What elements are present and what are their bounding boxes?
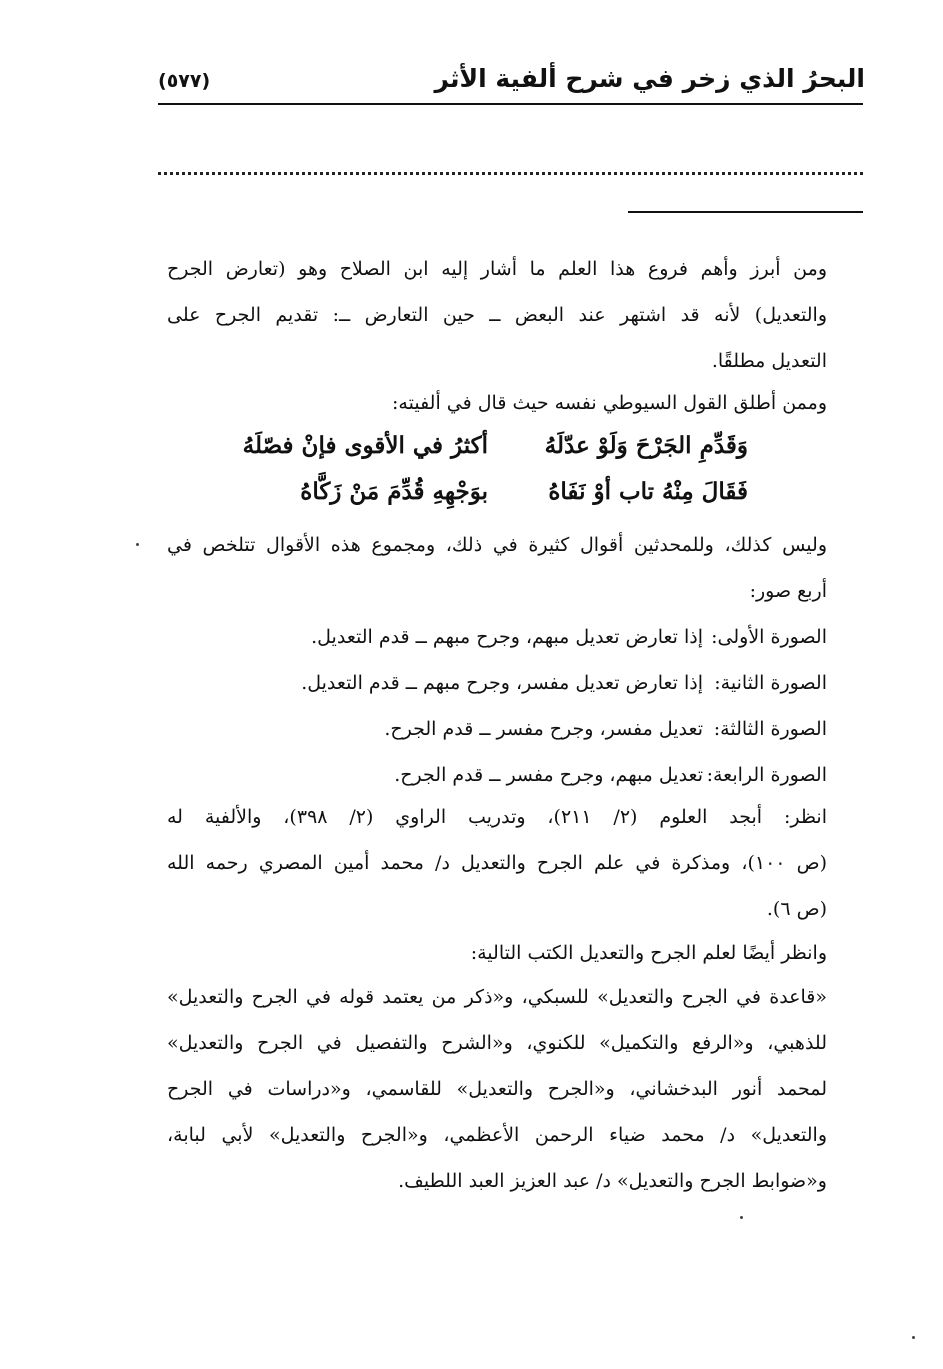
- book-list-line: والتعديل» د/ محمد ضياء الرحمن الأعظمي، و«الجرح والتعديل» لأبي لبابة،: [167, 1124, 827, 1146]
- book-list-line: لمحمد أنور البدخشاني، و«الجرح والتعديل» للقاسمي، و«دراسات في الجرح: [167, 1078, 827, 1100]
- case-label: الصورة الأولى:: [711, 626, 827, 648]
- paragraph-line: والتعديل) لأنه قد اشتهر عند البعض ــ حين التعارض ــ: تقديم الجرح على: [167, 304, 827, 326]
- margin-dot: [136, 543, 139, 546]
- paragraph-line: أربع صور:: [749, 580, 827, 602]
- book-list-line: و«ضوابط الجرح والتعديل» د/ عبد العزيز العبد اللطيف.: [398, 1170, 827, 1192]
- header-rule: [158, 103, 863, 105]
- books-intro: وانظر أيضًا لعلم الجرح والتعديل الكتب التالية:: [470, 942, 827, 964]
- case-text: تعديل مبهم، وجرح مفسر ــ قدم الجرح.: [394, 764, 703, 786]
- verse-intro: وممن أطلق القول السيوطي نفسه حيث قال في ألفيته:: [392, 392, 827, 414]
- verse-2-first-hemistich: فَقَالَ مِنْهُ تاب أوْ نَفَاهُ: [548, 478, 748, 505]
- case-label: الصورة الثالثة:: [713, 718, 827, 740]
- case-text: إذا تعارض تعديل مبهم، وجرح مبهم ــ قدم التعديل.: [311, 626, 703, 648]
- footnote-rule: [628, 211, 863, 213]
- book-list-line: للذهبي، و«الرفع والتكميل» للكنوي، و«الشرح والتفصيل في الجرح والتعديل»: [167, 1032, 827, 1054]
- page-number: (٥٧٧): [158, 70, 211, 92]
- case-label: الصورة الثانية:: [714, 672, 827, 694]
- verse-1-second-hemistich: أكثرُ في الأقوى فإنْ فصّلَهُ: [242, 432, 488, 459]
- case-label: الصورة الرابعة:: [706, 764, 827, 786]
- case-text: إذا تعارض تعديل مفسر، وجرح مبهم ــ قدم التعديل.: [301, 672, 703, 694]
- paragraph-line: ومن أبرز وأهم فروع هذا العلم ما أشار إليه ابن الصلاح وهو (تعارض الجرح: [167, 258, 827, 280]
- margin-dot: [912, 1336, 915, 1339]
- verse-2-second-hemistich: بوَجْهِهِ قُدِّمَ مَنْ زَكَّاهُ: [300, 478, 488, 505]
- dotted-separator: [158, 172, 863, 175]
- reference-line: انظر: أبجد العلوم (٢/ ٢١١)، وتدريب الراوي (٢/ ٣٩٨)، والألفية له: [167, 806, 827, 828]
- verse-1-first-hemistich: وَقَدِّمِ الجَرْحَ وَلَوْ عدّلَهُ: [544, 432, 748, 459]
- book-list-line: «قاعدة في الجرح والتعديل» للسبكي، و«ذكر من يعتمد قوله في الجرح والتعديل»: [167, 986, 827, 1008]
- running-title: البحرُ الذي زخر في شرح ألفية الأثر: [434, 64, 865, 93]
- case-text: تعديل مفسر، وجرح مفسر ــ قدم الجرح.: [384, 718, 703, 740]
- reference-line: (ص ١٠٠)، ومذكرة في علم الجرح والتعديل د/ محمد أمين المصري رحمه الله: [167, 852, 827, 874]
- paragraph-line: التعديل مطلقًا.: [711, 350, 827, 372]
- paragraph-line: وليس كذلك، وللمحدثين أقوال كثيرة في ذلك، ومجموع هذه الأقوال تتلخص في: [167, 534, 827, 556]
- reference-line: (ص ٦).: [766, 898, 827, 920]
- margin-dot: [740, 1216, 743, 1219]
